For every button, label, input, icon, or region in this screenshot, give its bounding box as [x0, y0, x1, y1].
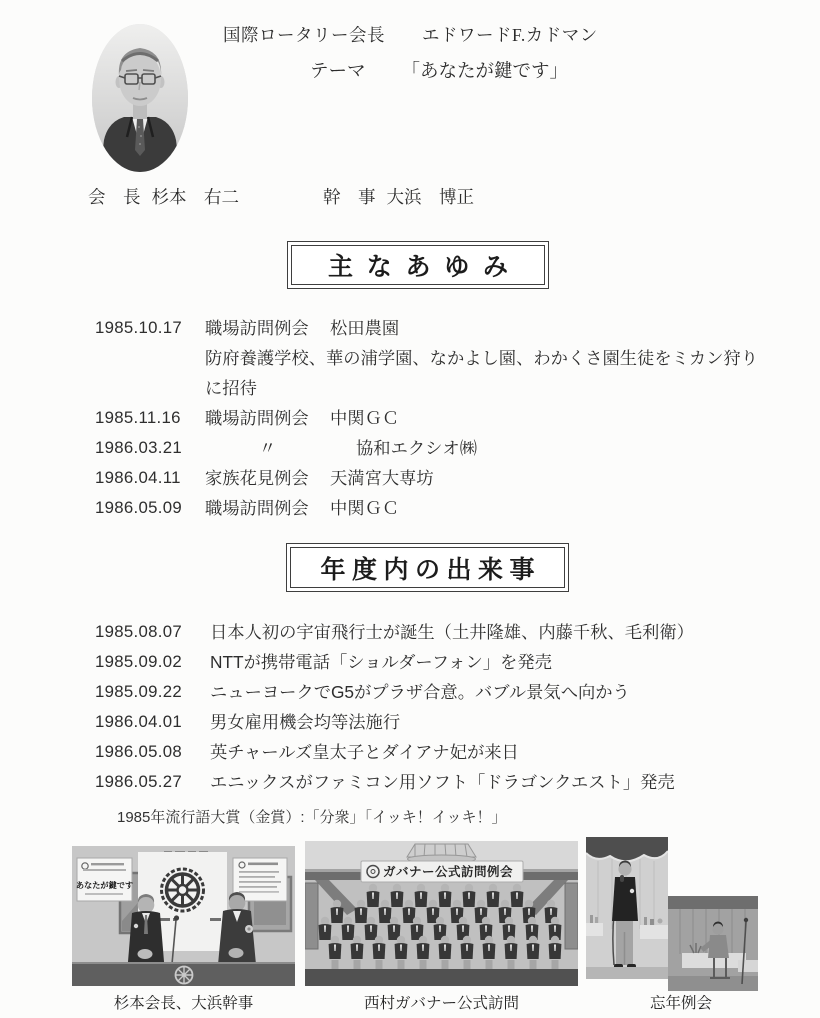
section-title-events	[286, 543, 569, 592]
events-list	[95, 617, 785, 797]
event-cell: 職場訪問例会	[205, 498, 309, 518]
detail-cell: 中関ＧＣ	[330, 408, 400, 428]
date-cell: 1986.05.08	[95, 742, 182, 761]
list-row-continuation	[95, 373, 785, 403]
rotary-wheel-icon	[176, 967, 193, 984]
section-title-milestones	[287, 241, 549, 289]
banner-text: ガバナー公式訪問例会	[383, 865, 514, 879]
text-cell: 英チャールズ皇太子とダイアナ妃が来日	[210, 742, 519, 762]
date-cell: 1985.11.16	[95, 408, 181, 427]
list-row	[95, 677, 785, 707]
date-cell: 1986.04.01	[95, 712, 182, 731]
milestones-list	[95, 313, 785, 523]
detail-cell: 天満宮大専坊	[330, 468, 434, 488]
detail-cell: 防府養護学校、華の浦学園、なかよし園、わかくさ園生徒をミカン狩り	[205, 348, 759, 368]
sign-theme-text: あなたが鍵です	[75, 881, 134, 890]
text-cell: ニューヨークでG5がプラザ合意。バブル景気へ向かう	[210, 682, 630, 702]
ditto-mark: 〃	[258, 438, 277, 458]
list-row	[95, 737, 785, 767]
detail-cell: 協和エクシオ㈱	[356, 438, 477, 458]
event-cell: 家族花見例会	[205, 468, 309, 488]
detail-cell: 中関ＧＣ	[330, 498, 400, 518]
banner	[361, 861, 523, 882]
list-row	[95, 313, 785, 343]
detail-cell: 松田農園	[330, 318, 400, 338]
detail-cell: に招待	[205, 378, 257, 398]
theme-value: 「あなたが鍵です」	[401, 62, 569, 82]
text-cell: 日本人初の宇宙飛行士が誕生（土井隆雄、内藤千秋、毛利衛）	[210, 622, 694, 642]
list-row	[95, 767, 785, 797]
photo-governor-visit	[305, 841, 578, 986]
portrait-photo	[92, 24, 188, 172]
photo-yearend-speaker	[586, 837, 668, 979]
secretary-group	[323, 184, 474, 209]
portrait-illustration	[92, 24, 188, 172]
photo-yearend-speaker-illustration	[586, 837, 668, 979]
event-cell: 職場訪問例会	[205, 318, 309, 338]
list-row	[95, 403, 785, 433]
list-row	[95, 707, 785, 737]
text-cell: 男女雇用機会均等法施行	[210, 712, 401, 732]
section-title-milestones-text: 主なあゆみ	[327, 254, 522, 281]
date-cell: 1986.05.09	[95, 498, 182, 517]
photo-yearend-seated-illustration	[668, 896, 758, 991]
date-cell: 1986.03.21	[95, 438, 182, 457]
photo-club-officers-illustration	[72, 846, 295, 986]
date-cell: 1985.09.02	[95, 652, 182, 671]
list-row	[95, 647, 785, 677]
date-cell	[95, 373, 205, 403]
president-name: 杉本 右二	[151, 187, 239, 207]
chandelier-icon	[407, 844, 476, 863]
date-cell: 1985.09.22	[95, 682, 182, 701]
theme-label: テーマ	[310, 62, 366, 82]
event-cell: 職場訪問例会	[205, 408, 309, 428]
caption-yearend: 忘年例会	[649, 995, 712, 1012]
president-label: 会 長	[88, 187, 141, 207]
list-row	[95, 433, 785, 463]
text-cell: NTTが携帯電話「ショルダーフォン」を発売	[210, 652, 552, 672]
date-cell: 1985.08.07	[95, 622, 182, 641]
ri-president-title: 国際ロータリー会長	[223, 25, 385, 45]
date-cell: 1985.10.17	[95, 318, 182, 337]
president-group	[88, 184, 239, 209]
caption-governor-visit: 西村ガバナー公式訪問	[363, 995, 519, 1012]
theme-sign	[76, 858, 133, 901]
photo-club-officers	[72, 846, 295, 986]
list-row	[95, 463, 785, 493]
date-cell: 1986.05.27	[95, 772, 182, 791]
list-row	[95, 617, 785, 647]
date-cell: 1986.04.11	[95, 468, 181, 487]
ri-president-name: エドワードF.カドマン	[422, 25, 598, 45]
header-line-theme	[310, 57, 568, 83]
date-cell	[95, 343, 205, 373]
photo-yearend-seated	[668, 896, 758, 991]
list-row	[95, 493, 785, 523]
header-line-ri-president	[223, 22, 598, 47]
microphone-icon	[620, 875, 624, 882]
text-cell: エニックスがファミコン用ソフト「ドラゴンクエスト」発売	[210, 772, 675, 792]
caption-club-officers: 杉本会長、大浜幹事	[113, 995, 254, 1012]
buzzword-line: 1985年流行語大賞（金賞）:「分衆」「イッキ！イッキ！」	[117, 809, 507, 826]
photo-governor-visit-illustration	[305, 841, 578, 986]
officers-line	[0, 184, 820, 210]
secretary-name: 大浜 博正	[386, 187, 474, 207]
list-row-continuation	[95, 343, 785, 373]
section-title-events-text: 年度内の出来事	[320, 556, 541, 584]
secretary-label: 幹 事	[323, 187, 376, 207]
